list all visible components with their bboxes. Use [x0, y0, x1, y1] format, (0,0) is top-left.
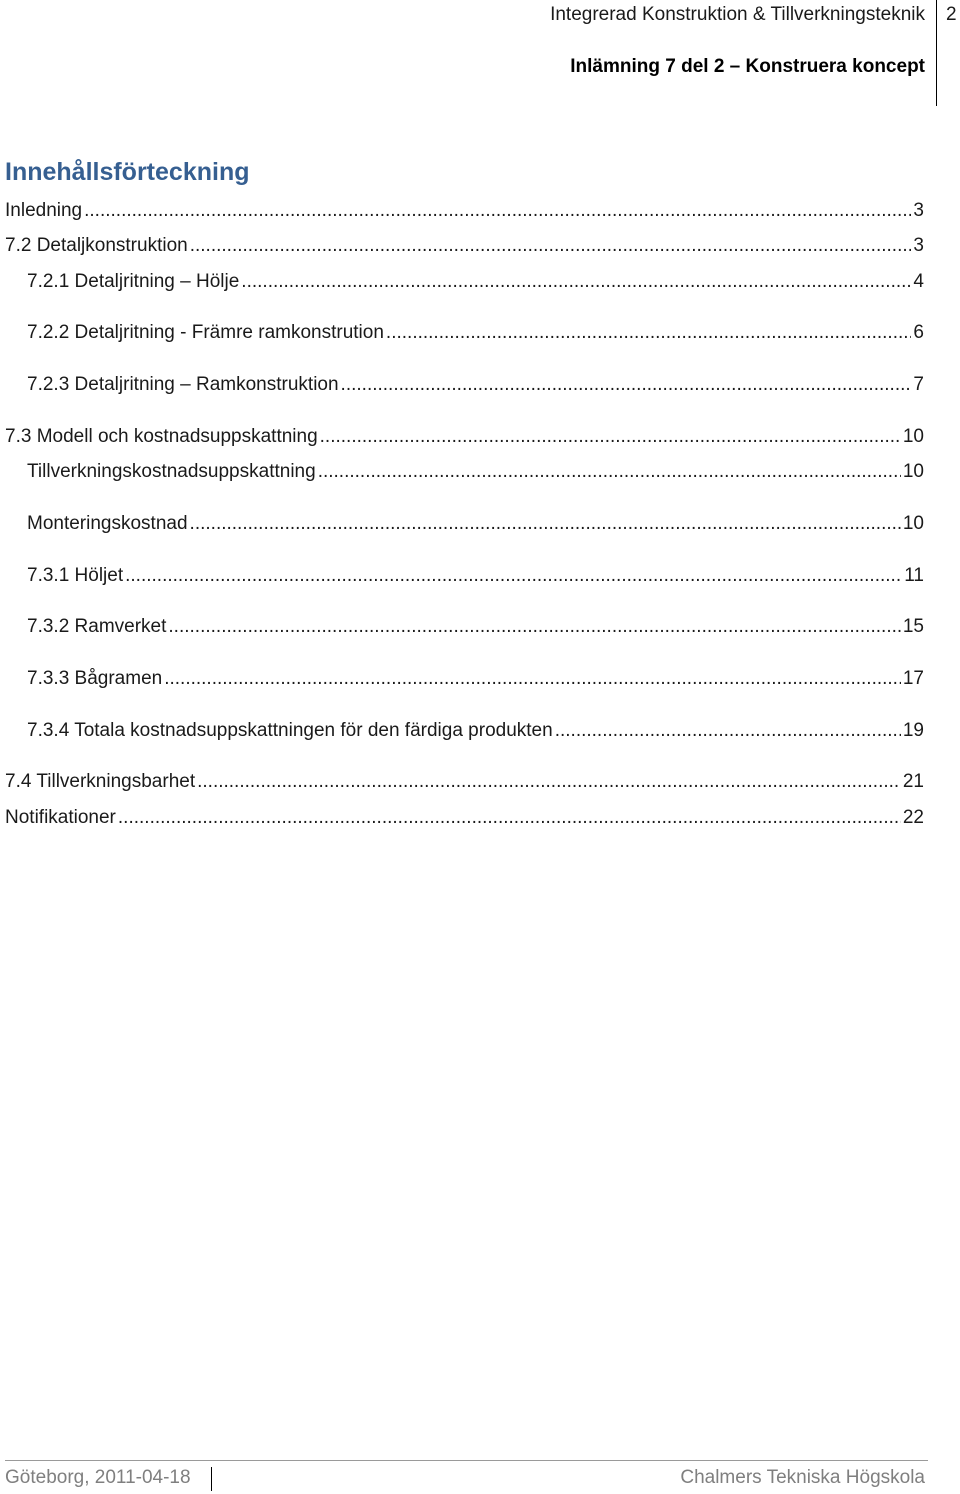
toc-entry-holjet[interactable] [27, 563, 924, 589]
footer-date: Göteborg, 2011-04-18 [5, 1467, 191, 1488]
toc-entry-label: 7.2.2 Detaljritning - Främre ramkonstrution [27, 322, 384, 343]
toc-entry-page: 10 [902, 461, 924, 482]
toc-entry-ramverket[interactable] [27, 614, 924, 640]
toc-entry-detaljkonstruktion[interactable] [5, 233, 924, 259]
header-title: Integrerad Konstruktion & Tillverkningsteknik [550, 4, 925, 25]
toc-entry-label: Inledning [5, 200, 83, 221]
toc-leader [241, 269, 911, 295]
toc-entry-page: 4 [913, 271, 924, 292]
page-header [0, 0, 960, 110]
toc-entry-notifikationer[interactable] [5, 805, 924, 831]
toc-leader [84, 198, 911, 224]
toc-leader [320, 424, 901, 450]
toc-leader [118, 805, 901, 831]
toc-entry-label: Tillverkningskostnadsuppskattning [27, 461, 316, 482]
toc-entry-page: 10 [902, 426, 924, 447]
toc-entry-label: 7.2.3 Detaljritning – Ramkonstruktion [27, 374, 339, 395]
toc-entry-label: 7.3 Modell och kostnadsuppskattning [5, 426, 318, 447]
toc-entry-framre-ram[interactable] [27, 320, 924, 346]
toc-entry-tillverkningsbarhet[interactable] [5, 769, 924, 795]
toc-heading: Innehållsförteckning [5, 158, 250, 186]
toc-entry-modell[interactable] [5, 424, 924, 450]
toc-entry-monteringskostnad[interactable] [27, 511, 924, 537]
toc-leader [318, 459, 901, 485]
toc-entry-inledning[interactable] [5, 198, 924, 224]
toc-entry-page: 3 [913, 200, 924, 221]
toc-entry-ramkonstruktion[interactable] [27, 372, 924, 398]
toc-entry-page: 10 [902, 513, 924, 534]
toc-entry-page: 7 [913, 374, 924, 395]
toc-leader [555, 718, 901, 744]
toc-entry-label: 7.3.3 Bågramen [27, 668, 163, 689]
toc-entry-page: 21 [902, 771, 924, 792]
toc-entry-label: 7.2 Detaljkonstruktion [5, 235, 188, 256]
toc-leader [341, 372, 912, 398]
footer-separator [211, 1467, 212, 1491]
toc-entry-label: 7.3.2 Ramverket [27, 616, 167, 637]
header-divider [936, 0, 937, 106]
toc-entry-page: 19 [902, 720, 924, 741]
toc-entry-tillverkningskostnad[interactable] [27, 459, 924, 485]
toc-entry-page: 22 [902, 807, 924, 828]
toc-leader [386, 320, 912, 346]
footer-institution: Chalmers Tekniska Högskola [680, 1467, 925, 1488]
toc-leader [190, 233, 912, 259]
toc-entry-label: 7.3.4 Totala kostnadsuppskattningen för den färdiga produkten [27, 720, 553, 741]
toc-entry-page: 6 [913, 322, 924, 343]
page-number: 2 [946, 4, 957, 25]
toc-entry-label: 7.4 Tillverkningsbarhet [5, 771, 196, 792]
toc-entry-label: 7.2.1 Detaljritning – Hölje [27, 271, 240, 292]
toc-entry-label: Notifikationer [5, 807, 116, 828]
toc-entry-page: 15 [902, 616, 924, 637]
toc-entry-label: Monteringskostnad [27, 513, 188, 534]
toc-entry-label: 7.3.1 Höljet [27, 565, 124, 586]
toc-entry-page: 3 [913, 235, 924, 256]
toc-entry-bagramen[interactable] [27, 666, 924, 692]
footer-divider [5, 1460, 928, 1461]
toc-entry-totala[interactable] [27, 718, 924, 744]
toc-leader [125, 563, 902, 589]
toc-entry-holje[interactable] [27, 269, 924, 295]
toc-entry-page: 17 [902, 668, 924, 689]
toc-leader [197, 769, 901, 795]
toc-leader [164, 666, 901, 692]
toc-leader [190, 511, 901, 537]
toc-entry-page: 11 [904, 565, 924, 586]
toc-leader [168, 614, 900, 640]
header-subtitle: Inlämning 7 del 2 – Konstruera koncept [570, 56, 925, 77]
